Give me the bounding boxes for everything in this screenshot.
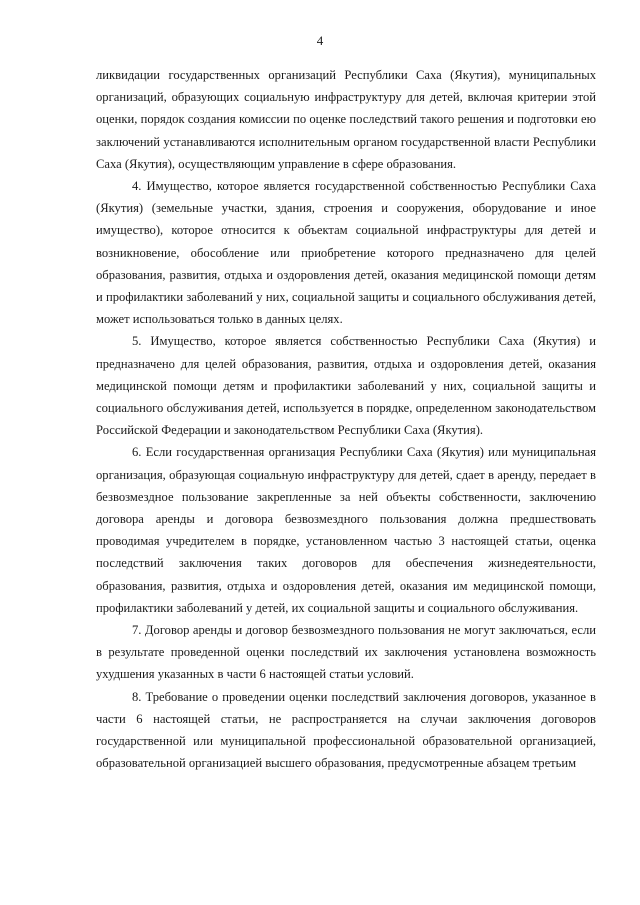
paragraph-4: 4. Имущество, которое является государственной собственностью Республики Саха (Якутия) (земельные участки, здания, строения и сооружения, оборудование и иное имущество), которое относится к объектам социальной инфраструктуры для детей и возникновение, обособление или приобретение которого предназначено для целей образования, развития, отдыха и оздоровления детей, оказания медицинской помощи детям и профилактики заболеваний у них, социальной защиты и социального обслуживания детей, может использоваться только в данных целях. bbox=[96, 179, 596, 327]
paragraph-8: 8. Требование о проведении оценки последствий заключения договоров, указанное в части 6 настоящей статьи, не распространяется на случаи заключения договоров государственной или муниципальной профессиональной образовательной организацией, образовательной организацией высшего образования, предусмотренные абзацем третьим bbox=[96, 689, 596, 771]
paragraph-6: 6. Если государственная организация Республики Саха (Якутия) или муниципальная организация, образующая социальную инфраструктуру для детей, сдает в аренду, передает в безвозмездное пользование закрепленные за ней объекты собственности, заключению договора аренды и договора безвозмездного пользования должна предшествовать проводимая учредителем в порядке, установленном частью 3 настоящей статьи, оценка последствий заключения таких договоров для обеспечения жизнедеятельности, образования, развития, отдыха и оздоровления детей, оказания им медицинской помощи, профилактики заболеваний у детей, их социальной защиты и социального обслуживания. bbox=[96, 445, 596, 615]
paragraph-continuation: ликвидации государственных организаций Республики Саха (Якутия), муниципальных организаций, образующих социальную инфраструктуру для детей, включая критерии этой оценки, порядок создания комиссии по оценке последствий такого решения и подготовки ею заключений устанавливаются исполнительным органом государственной власти Республики Саха (Якутия), осуществляющим управление в сфере образования. bbox=[96, 68, 596, 171]
paragraph-5: 5. Имущество, которое является собственностью Республики Саха (Якутия) и предназначено для целей образования, развития, отдыха и оздоровления детей, оказания медицинской помощи детям и профилактики заболеваний у них, социальной защиты и социального обслуживания детей, используется в порядке, определенном законодательством Российской Федерации и законодательством Республики Саха (Якутия). bbox=[96, 334, 596, 438]
paragraph-7: 7. Договор аренды и договор безвозмездного пользования не могут заключаться, если в результате проведенной оценки последствий их заключения установлена возможность ухудшения указанных в части 6 настоящей статьи условий. bbox=[96, 623, 596, 682]
page-number: 4 bbox=[316, 33, 324, 48]
document-body bbox=[96, 64, 596, 775]
